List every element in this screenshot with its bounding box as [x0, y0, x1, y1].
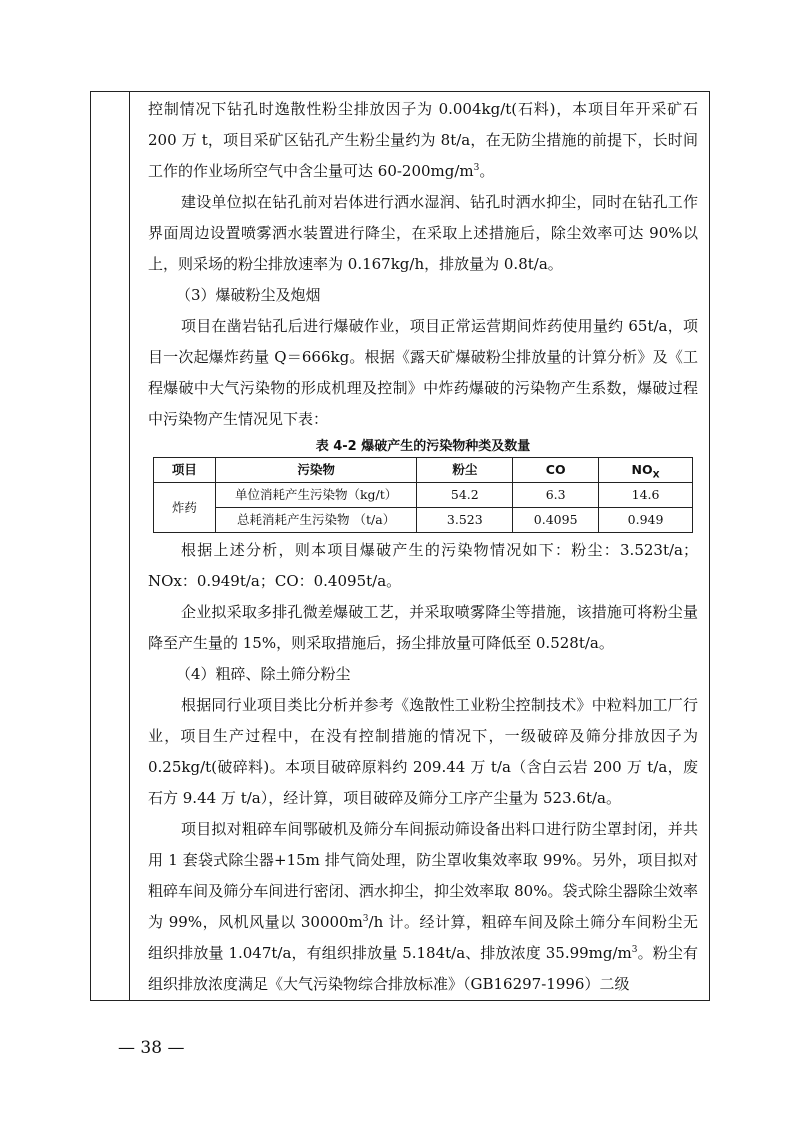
cell-nox: 0.949: [599, 508, 693, 533]
cell-nox: 14.6: [599, 483, 693, 508]
paragraph-dust-collector: [148, 814, 698, 1000]
cell-dust: 3.523: [417, 508, 513, 533]
header-dust: 粉尘: [417, 458, 513, 483]
paragraph-analysis-result: 根据上述分析，则本项目爆破产生的污染物情况如下：粉尘：3.523t/a；NOx：0.949t/a；CO：0.4095t/a。: [148, 541, 698, 590]
paragraph-crushing: 根据同行业项目类比分析并参考《逸散性工业粉尘控制技术》中粒料加工厂行业，项目生产过程中，在没有控制措施的情况下，一级破碎及筛分排放因子为 0.25kg/t(破碎料)。本项目破碎原料约 209.44 万 t/a（含白云岩 200 万 t/a，废石方 9.44 万 t/a），经计算，项目破碎及筛分工序产尘量为 523.6t/a。: [148, 696, 698, 807]
superscript: 3: [631, 945, 638, 955]
cell-co: 0.4095: [513, 508, 599, 533]
table-title: 表 4-2 爆破产生的污染物种类及数量: [315, 439, 531, 454]
nox-label: NO: [631, 462, 653, 477]
paragraph-text: /h 计。经计算，粗碎车间及除土筛分车间粉尘无组织排放量 1.047t/a，有组织排放量 5.184t/a、排放浓度 35.99mg/m: [148, 913, 698, 962]
table-header-row: [154, 458, 693, 483]
paragraph-text: 控制情况下钻孔时逸散性粉尘排放因子为 0.004kg/t(石料)，本项目年开采矿石 200 万 t，项目采矿区钻孔产生粉尘量约为 8t/a，在无防尘措施的前提下，长时间工作的作业场所空气中含尘量可达 60-200mg/m: [148, 100, 698, 180]
paragraph-mitigation: 企业拟采取多排孔微差爆破工艺，并采取喷雾降尘等措施，该措施可将粉尘量降至产生量的 15%，则采取措施后，扬尘排放量可降低至 0.528t/a。: [148, 603, 698, 652]
paragraph-text: 项目拟对粗碎车间鄂破机及筛分车间振动筛设备出料口进行防尘罩封闭，并共用 1 套袋式除尘器+15m 排气筒处理，防尘罩收集效率取 99%。另外，项目拟对粗碎车间及筛分车间进行密闭、洒水抑尘，抑尘效率取 80%。袋式除尘器除尘效率为 99%，风机风量以 30000m: [148, 820, 698, 931]
row-label: 单位消耗产生污染物（kg/t）: [215, 483, 417, 508]
table-row: [154, 508, 693, 533]
superscript: 3: [473, 163, 480, 173]
cell-dust: 54.2: [417, 483, 513, 508]
column-divider: [129, 91, 130, 1001]
header-pollutant: 污染物: [215, 458, 417, 483]
header-item: 项目: [154, 458, 216, 483]
paragraph-text: 。: [479, 162, 495, 180]
page-number: — 38 —: [118, 1038, 185, 1058]
nox-subscript: X: [652, 470, 660, 481]
paragraph-dust-control: 建设单位拟在钻孔前对岩体进行洒水湿润、钻孔时洒水抑尘，同时在钻孔工作界面周边设置喷雾洒水装置进行降尘，在采取上述措施后，除尘效率可达 90%以上，则采场的粉尘排放速率为 0.167kg/h，排放量为 0.8t/a。: [148, 193, 698, 273]
header-nox: [599, 458, 693, 483]
superscript: 3: [362, 914, 369, 924]
row-label: 总耗消耗产生污染物 （t/a）: [215, 508, 417, 533]
header-co: CO: [513, 458, 599, 483]
cell-co: 6.3: [513, 483, 599, 508]
document-body: [148, 94, 698, 1000]
pollutant-table: [153, 457, 693, 533]
section-heading-crushing: （4）粗碎、除土筛分粉尘: [176, 665, 351, 683]
paragraph-text: 。粉尘有组织排放浓度满足《大气污染物综合排放标准》（GB16297-1996）二级: [148, 944, 698, 993]
group-label-explosive: 炸药: [154, 483, 216, 533]
section-heading-blasting: （3）爆破粉尘及炮烟: [176, 286, 321, 304]
table-blasting-pollutants: [148, 439, 698, 533]
paragraph-drilling-dust: [148, 94, 698, 187]
paragraph-blasting: 项目在凿岩钻孔后进行爆破作业，项目正常运营期间炸药使用量约 65t/a，项目一次起爆炸药量 Q＝666kg。根据《露天矿爆破粉尘排放量的计算分析》及《工程爆破中大气污染物的形成机理及控制》中炸药爆破的污染物产生系数，爆破过程中污染物产生情况见下表：: [148, 317, 698, 428]
table-row: [154, 483, 693, 508]
